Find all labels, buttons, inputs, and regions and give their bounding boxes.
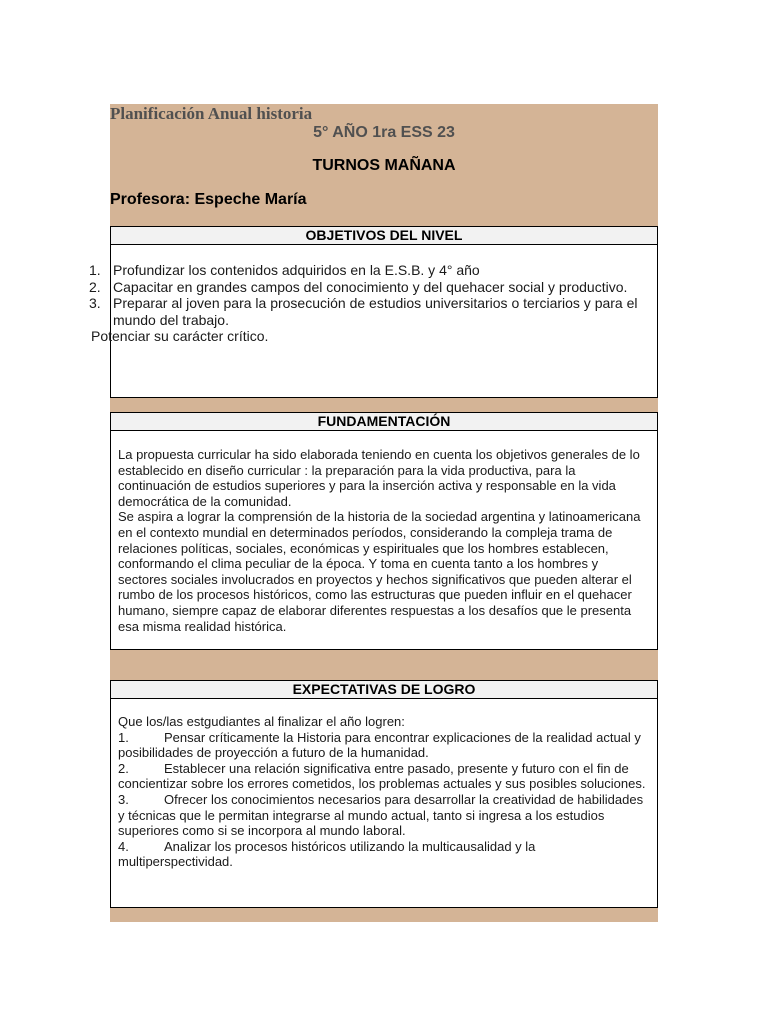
list-item (118, 761, 646, 792)
list-item (89, 295, 649, 328)
objectives-heading: OBJETIVOS DEL NIVEL (111, 227, 657, 245)
paragraph: Se aspira a lograr la comprensión de la historia de la sociedad argentina y latinoamericana en el contexto mundial en determinados períodos, considerando la compleja trama de relaciones políticas, sociales, económicas y espirituales que los hombres establecen, conformando el clima peculiar de la época. Y toma en cuenta tanto a los hombres y sectores sociales involucrados en proyectos y hechos significativos que pueden alterar el rumbo de los procesos históricos, como las estructuras que pueden influir en el quehacer humano, siempre capaz de elaborar diferentes respuestas a los desafíos que le presenta esa misma realidad histórica. (118, 509, 641, 634)
objectives-section (89, 226, 658, 398)
list-item (118, 730, 646, 761)
objectives-list (89, 262, 649, 345)
list-item-number: 1. (89, 262, 101, 278)
list-item (89, 279, 649, 296)
list-item (89, 262, 649, 279)
expectativas-intro: Que los/las estgudiantes al finalizar el año logren: (118, 714, 405, 729)
fundamentacion-text (118, 447, 646, 634)
list-item-number: 3. (89, 295, 101, 311)
list-item-text: Pensar críticamente la Historia para encontrar explicaciones de la realidad actual y posibilidades de proyección a futuro de la humanidad. (118, 729, 641, 761)
expectativas-text (118, 714, 646, 870)
list-item (118, 839, 646, 870)
list-item-text: Analizar los procesos históricos utilizando la multicausalidad y la multiperspectividad. (118, 838, 536, 870)
objectives-extra: Potenciar su carácter crítico. (91, 328, 269, 344)
expectativas-heading: EXPECTATIVAS DE LOGRO (111, 681, 657, 699)
list-item-number: 4. (118, 838, 129, 854)
course-subtitle: 5° AÑO 1ra ESS 23 (313, 124, 455, 141)
fundamentacion-heading: FUNDAMENTACIÓN (111, 413, 657, 431)
expectativas-section (110, 680, 658, 908)
list-item-text: Establecer una relación significativa entre pasado, presente y futuro con el fin de concientizar sobre los errores cometidos, los problemas actuales y sus posibles soluciones. (118, 760, 646, 792)
list-item-number: 3. (118, 791, 129, 807)
list-item-text: Ofrecer los conocimientos necesarios para desarrollar la creatividad de habilidades y técnicas que le permitan integrarse al mundo actual, tanto si ingresa a los estudios superiores como si se incorpora al mundo laboral. (118, 791, 644, 839)
paragraph: La propuesta curricular ha sido elaborada teniendo en cuenta los objetivos generales de lo establecido en diseño curricular : la preparación para la vida productiva, para la continuación de estudios superiores y para la inserción activa y responsable en la vida democrática de la comunidad. (118, 447, 640, 509)
fundamentacion-section (110, 412, 658, 650)
list-item-number: 2. (118, 760, 129, 776)
list-item-text: Capacitar en grandes campos del conocimiento y del quehacer social y productivo. (113, 278, 628, 295)
list-item (118, 792, 646, 839)
list-item-text: Preparar al joven para la prosecución de estudios universitarios o terciarios y para el mundo del trabajo. (113, 295, 638, 328)
shift-label: TURNOS MAÑANA (312, 157, 456, 174)
list-item-number: 1. (118, 729, 129, 745)
teacher-name: Profesora: Espeche María (110, 191, 307, 208)
document-title: Planificación Anual historia (110, 104, 313, 123)
list-item-number: 2. (89, 278, 101, 295)
list-item-text: Profundizar los contenidos adquiridos en la E.S.B. y 4° año (113, 262, 480, 278)
